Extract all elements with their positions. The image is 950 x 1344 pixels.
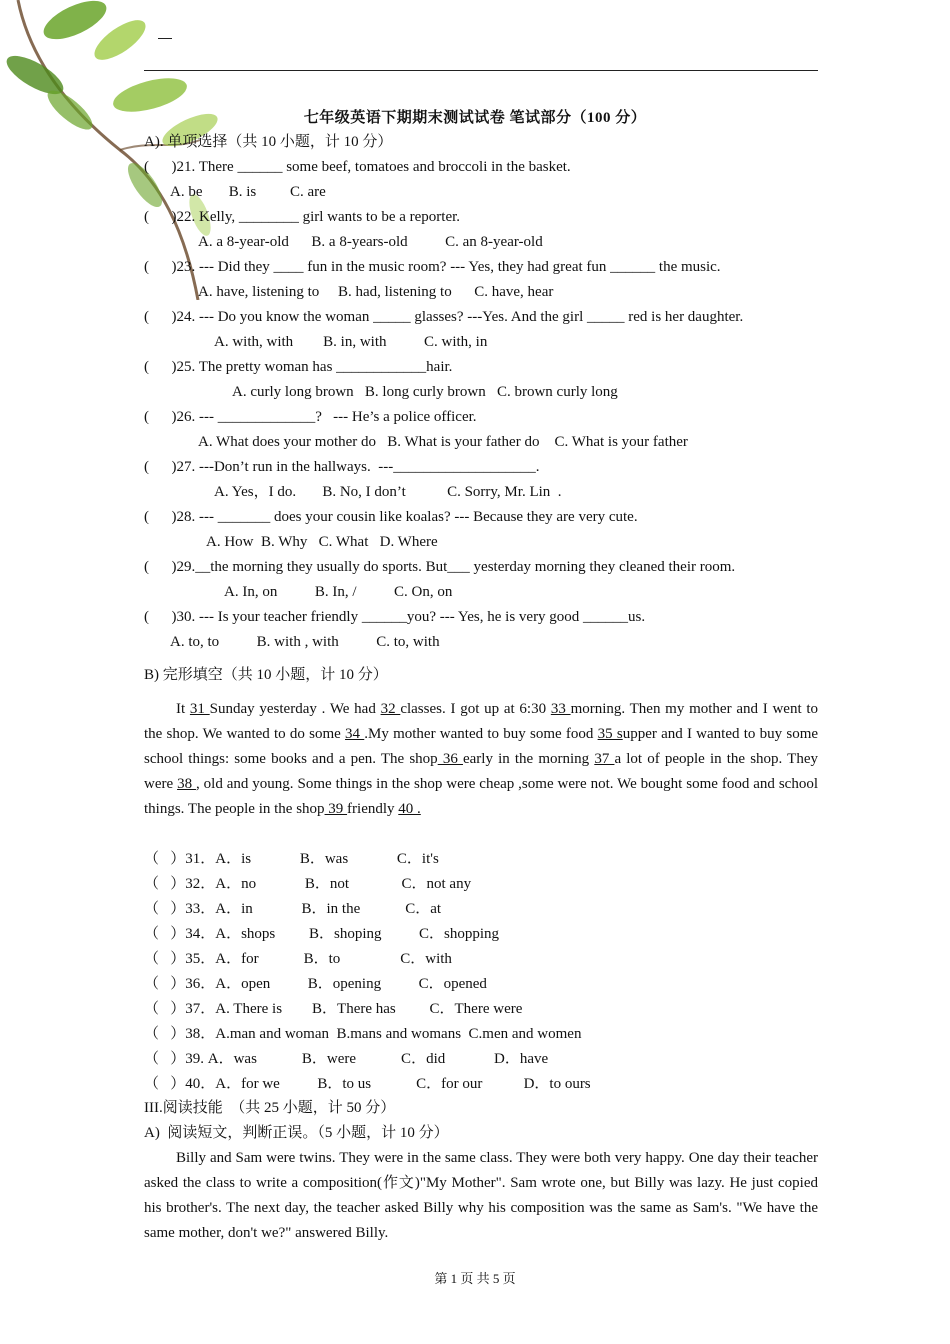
question-26: ( )26. --- _____________? --- He’s a police officer. <box>144 409 477 425</box>
cloze-option-40: （ ）40．A．for we B．to us C．for our D．to ours <box>144 1076 591 1092</box>
blank-38: 38 <box>177 776 196 792</box>
blank-40: 40 . <box>398 801 421 817</box>
question-25: ( )25. The pretty woman has ____________hair. <box>144 359 453 375</box>
blank-34: 34 <box>345 726 365 742</box>
question-29-options: A. In, on B. In, / C. On, on <box>224 584 453 600</box>
question-21-options: A. be B. is C. are <box>170 184 326 200</box>
section-b-heading: B) 完形填空（共 10 小题，计 10 分） <box>144 667 388 683</box>
question-28: ( )28. --- _______ does your cousin like koalas? --- Because they are very cute. <box>144 509 638 525</box>
question-24: ( )24. --- Do you know the woman _____ glasses? ---Yes. And the girl _____ red is her daughter. <box>144 309 744 325</box>
question-22: ( )22. Kelly, ________ girl wants to be a reporter. <box>144 209 461 225</box>
cloze-option-37: （ ）37．A. There is B．There has C．There were <box>144 1001 523 1017</box>
question-25-options: A. curly long brown B. long curly brown C. brown curly long <box>232 384 618 400</box>
cloze-option-31: （ ）31．A．is B．was C．it's <box>144 851 439 867</box>
reading-passage: Billy and Sam were twins. They were in the same class. They were both very happy. One day their teacher asked the class to write a composition(作文)"My Mother". Sam wrote one, but Billy was lazy. He just copied his brother's. The next day, the teacher asked Billy why his composition was the same as Sam's. "We have the same mother, don't we?" answered Billy. <box>144 1150 818 1241</box>
blank-35: 35 s <box>597 726 623 742</box>
header-rule <box>144 70 818 71</box>
cloze-option-38: （ ）38．A.man and woman B.mans and womans C.men and women <box>144 1026 582 1042</box>
cloze-option-35: （ ）35．A．for B．to C．with <box>144 951 452 967</box>
question-24-options: A. with, with B. in, with C. with, in <box>214 334 488 350</box>
question-30-options: A. to, to B. with , with C. to, with <box>170 634 440 650</box>
blank-33: 33 <box>550 701 571 717</box>
exam-title: 七年级英语下期期末测试试卷 笔试部分（100 分） <box>303 110 647 126</box>
section-iii-a-heading: A) 阅读短文，判断正误。（5 小题，计 10 分） <box>144 1125 449 1141</box>
cloze-option-36: （ ）36．A．open B．opening C．opened <box>144 976 487 992</box>
question-27: ( )27. ---Don’t run in the hallways. ---___________________. <box>144 459 540 475</box>
section-a-heading: A). 单项选择（共 10 小题，计 10 分） <box>144 134 393 150</box>
page-number: 第 1 页 共 5 页 <box>434 1271 516 1286</box>
cloze-option-34: （ ）34．A．shops B．shoping C．shopping <box>144 926 500 942</box>
question-23: ( )23. --- Did they ____ fun in the music room? --- Yes, they had great fun ______ the music. <box>144 259 721 275</box>
question-27-options: A. Yes，I do. B. No, I don’t C. Sorry, Mr. Lin . <box>214 484 562 500</box>
cloze-option-33: （ ）33．A．in B．in the C．at <box>144 901 442 917</box>
blank-37: 37 <box>594 751 615 767</box>
blank-32: 32 <box>380 701 401 717</box>
question-29: ( )29.__the morning they usually do sports. But___ yesterday morning they cleaned their room. <box>144 559 736 575</box>
cloze-option-39: （ ）39. A．was B．were C．did D．have <box>144 1051 549 1067</box>
question-23-options: A. have, listening to B. had, listening to C. have, hear <box>198 284 554 300</box>
question-30: ( )30. --- Is your teacher friendly ______you? --- Yes, he is very good ______us. <box>144 609 646 625</box>
blank-39: 39 <box>324 801 348 817</box>
question-28-options: A. How B. Why C. What D. Where <box>206 534 438 550</box>
question-22-options: A. a 8-year-old B. a 8-years-old C. an 8-year-old <box>198 234 543 250</box>
question-26-options: A. What does your mother do B. What is your father do C. What is your father <box>198 434 688 450</box>
section-iii-heading: III.阅读技能 （共 25 小题，计 50 分） <box>144 1100 396 1116</box>
cloze-passage: It 31 Sunday yesterday . We had 32 classes. I got up at 6:30 33 morning. Then my mother and I went to the shop. We wanted to do some 34 .My mother wanted to buy some food 35 supper and I wanted to buy some school things: some books and a pen. The shop 36 early in the morning 37 a lot of people in the shop. They were 38 , old and young. Some things in the shop were cheap ,some were not. We bought some food and school things. The people in the shop 39 friendly 40 . <box>144 701 819 817</box>
header-dash <box>158 38 172 39</box>
cloze-option-32: （ ）32．A．no B．not C．not any <box>144 876 472 892</box>
question-21: ( )21. There ______ some beef, tomatoes and broccoli in the basket. <box>144 159 571 175</box>
blank-36: 36 <box>437 751 463 767</box>
blank-31: 31 <box>189 701 210 717</box>
